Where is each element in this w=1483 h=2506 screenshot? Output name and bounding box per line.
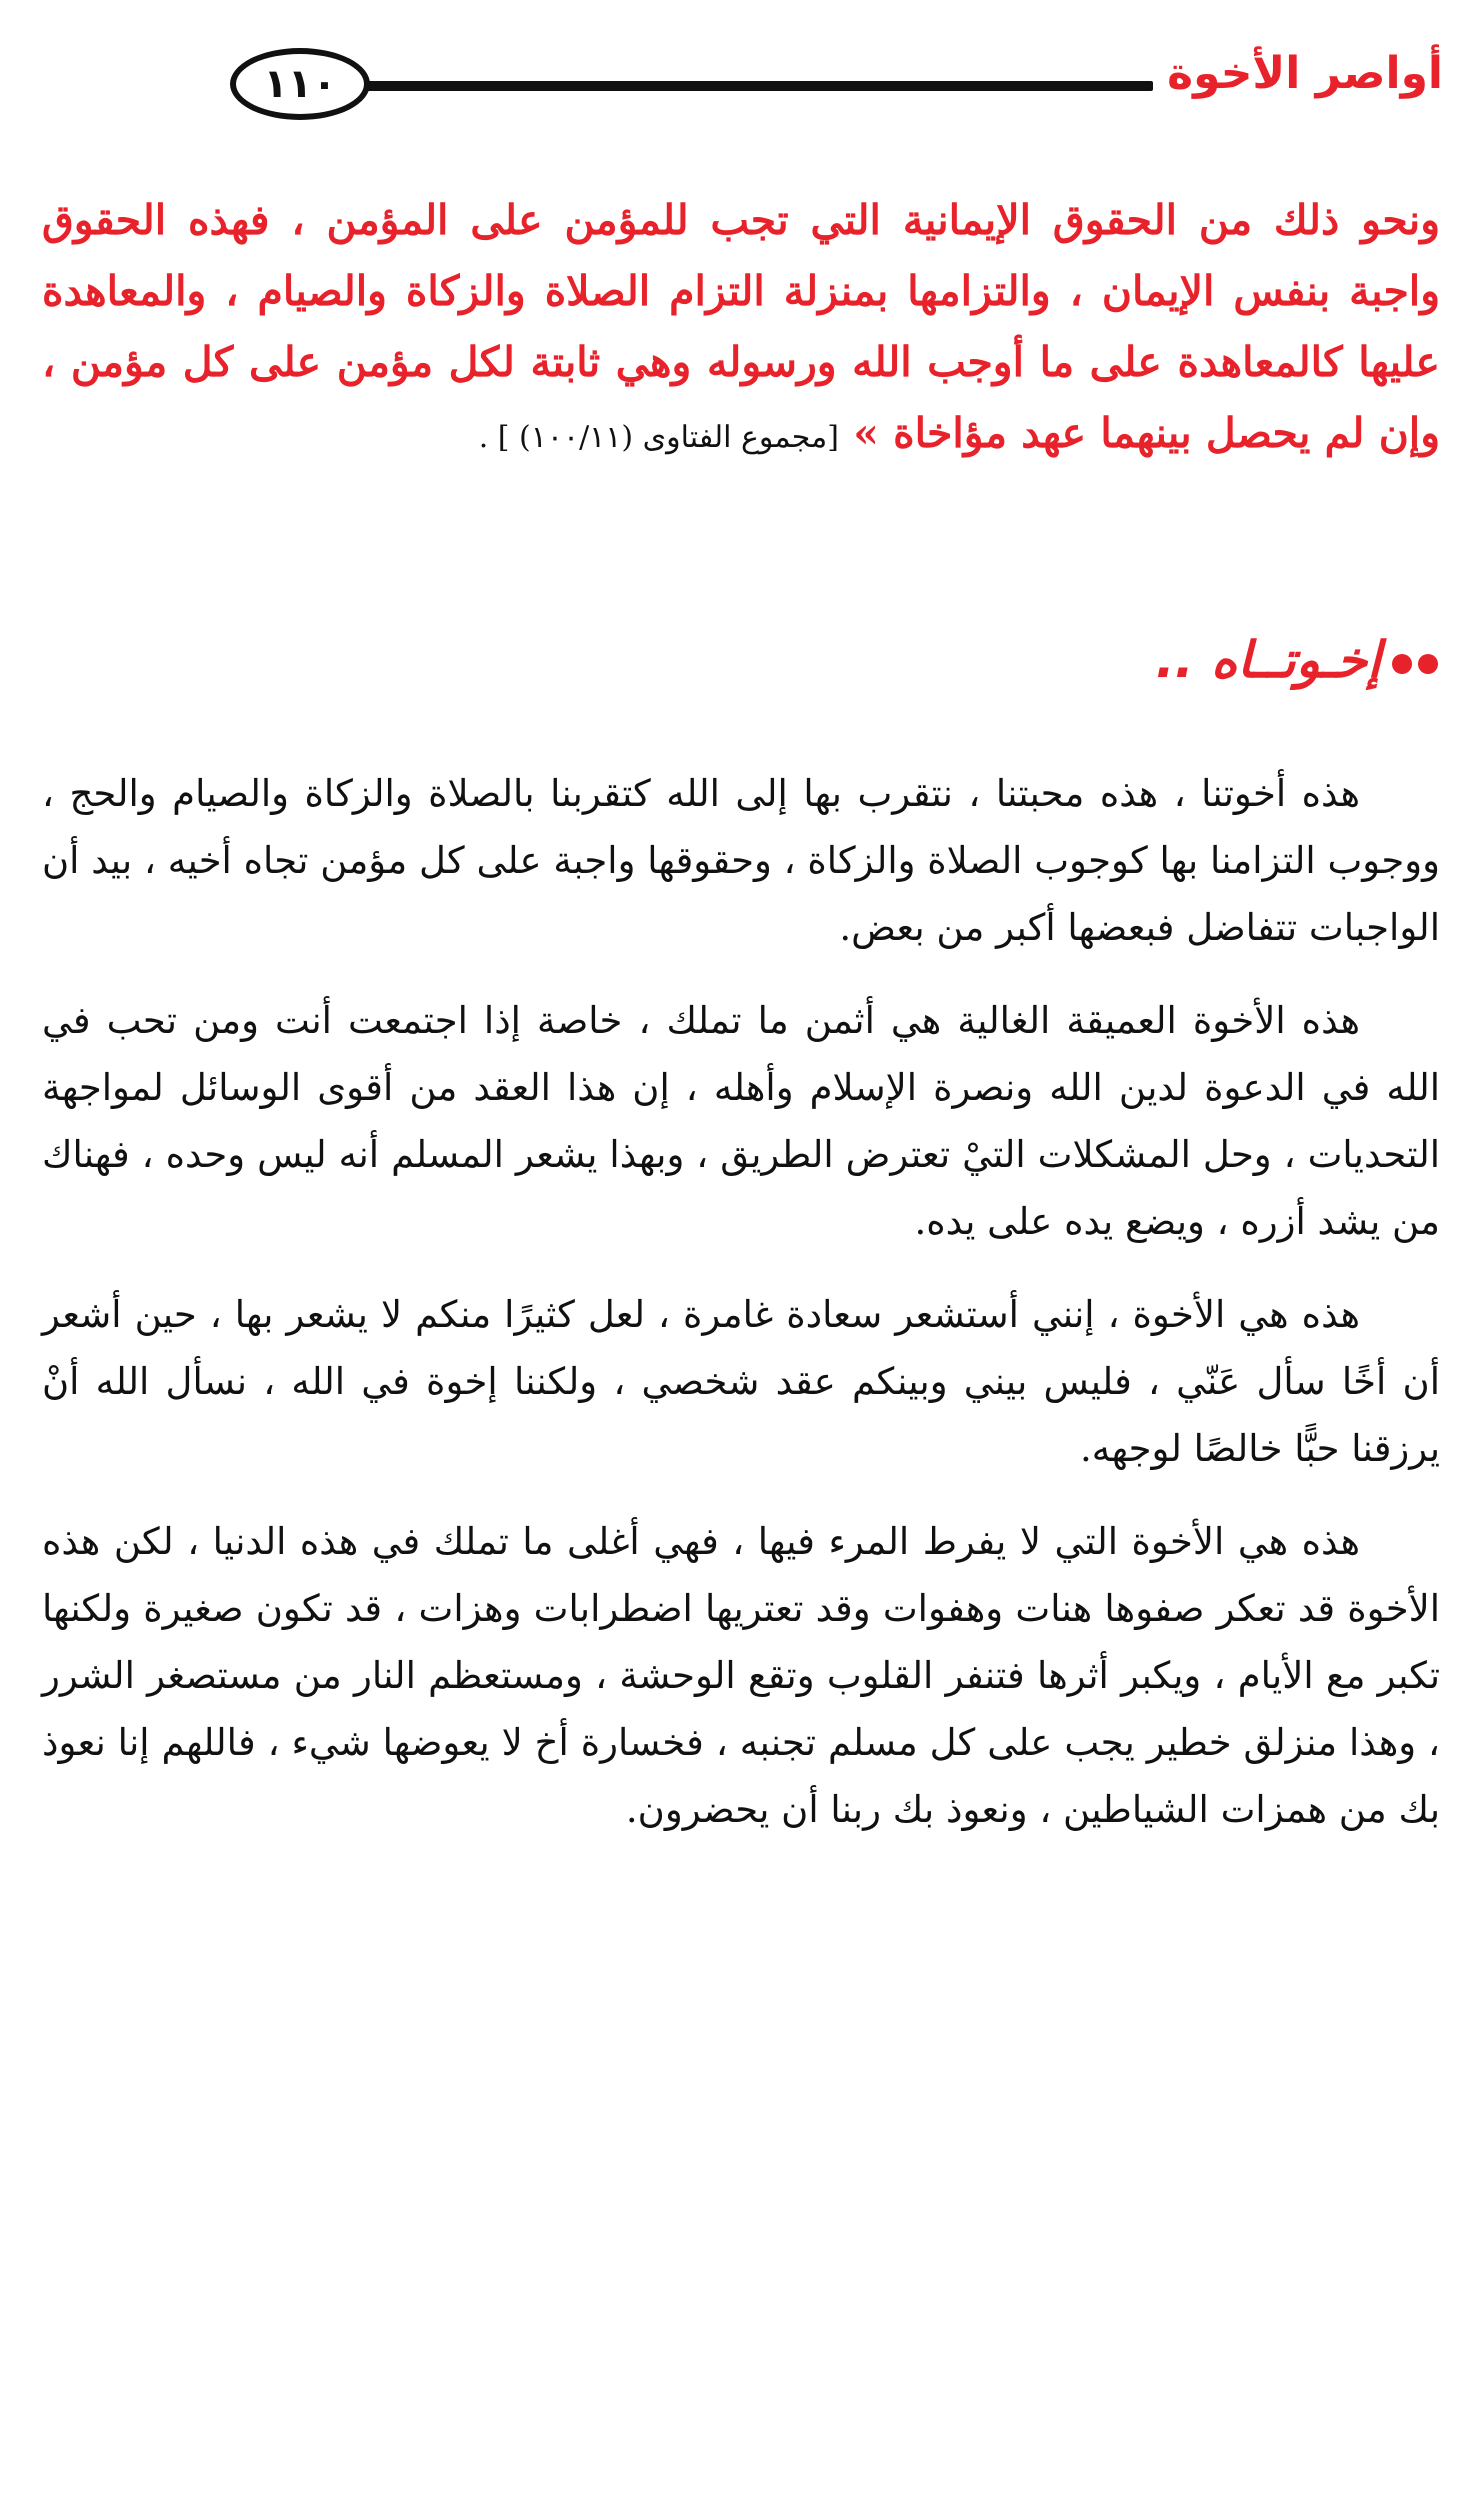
running-title: أواصر الأخوة bbox=[1167, 48, 1443, 99]
section-heading-text: إخـوتــاه .. bbox=[1155, 631, 1381, 689]
paragraph-4: هذه هي الأخوة التي لا يفرط المرء فيها ، فهي أغلى ما تملك في هذه الدنيا ، لكن هذه الأخوة قد تعكر صفوها هنات وهفوات وقد تعتريها اضطرابات وهزات ، قد تكون صغيرة ولكنها تكبر مع الأيام ، ويكبر أثرها فتنفر القلوب وتقع الوحشة ، ومستعظم النار من مستصغر الشرر ، وهذا منزلق خطير يجب على كل مسلم تجنبه ، فخسارة أخ لا يعوضها شيء ، فاللهم إنا نعوذ بك من همزات الشياطين ، ونعوذ بك ربنا أن يحضرون. bbox=[42, 1520, 1440, 1831]
quote-citation: [مجموع الفتاوى (١٠٠/١١) ] . bbox=[478, 420, 839, 455]
quote-text: ونحو ذلك من الحقوق الإيمانية التي تجب للمؤمن على المؤمن ، فهذه الحقوق واجبة بنفس الإيمان ، والتزامها بمنزلة التزام الصلاة والزكاة والصيام ، والمعاهدة عليها كالمعاهدة على ما أوجب الله ورسوله وهي ثابتة لكل مؤمن على كل مؤمن ، وإن لم يحصل بينهما عهد مؤاخاة » bbox=[42, 196, 1440, 457]
page-number: ١١٠ bbox=[230, 48, 370, 120]
quote-block bbox=[42, 185, 1440, 473]
bullet-dots-icon bbox=[1389, 625, 1441, 695]
paragraph-3: هذه هي الأخوة ، إنني أستشعر سعادة غامرة ، لعل كثيرًا منكم لا يشعر بها ، حين أشعر أن أخًا سأل عَنّي ، فليس بيني وبينكم عقد شخصي ، ولكننا إخوة في الله ، نسأل الله أنْ يرزقنا حبًّا خالصًا لوجهه. bbox=[42, 1293, 1440, 1470]
paragraph-2: هذه الأخوة العميقة الغالية هي أثمن ما تملك ، خاصة إذا اجتمعت أنت ومن تحب في الله في الدعوة لدين الله ونصرة الإسلام وأهله ، إن هذا العقد من أقوى الوسائل لمواجهة التحديات ، وحل المشكلات التيْ تعترض الطريق ، وبهذا يشعر المسلم أنه ليس وحده ، فهناك من يشد أزره ، ويضع يده على يده. bbox=[42, 999, 1440, 1243]
paragraph-1: هذه أخوتنا ، هذه محبتنا ، نتقرب بها إلى الله كتقربنا بالصلاة والزكاة والصيام والحج ، ووجوب التزامنا بها كوجوب الصلاة والزكاة ، وحقوقها واجبة على كل مؤمن تجاه أخيه ، بيد أن الواجبات تتفاضل فبعضها أكبر من بعض. bbox=[42, 772, 1440, 949]
page-header bbox=[40, 28, 1443, 138]
body-text bbox=[42, 760, 1440, 1869]
section-heading bbox=[1156, 625, 1441, 695]
header-rule bbox=[350, 81, 1153, 91]
